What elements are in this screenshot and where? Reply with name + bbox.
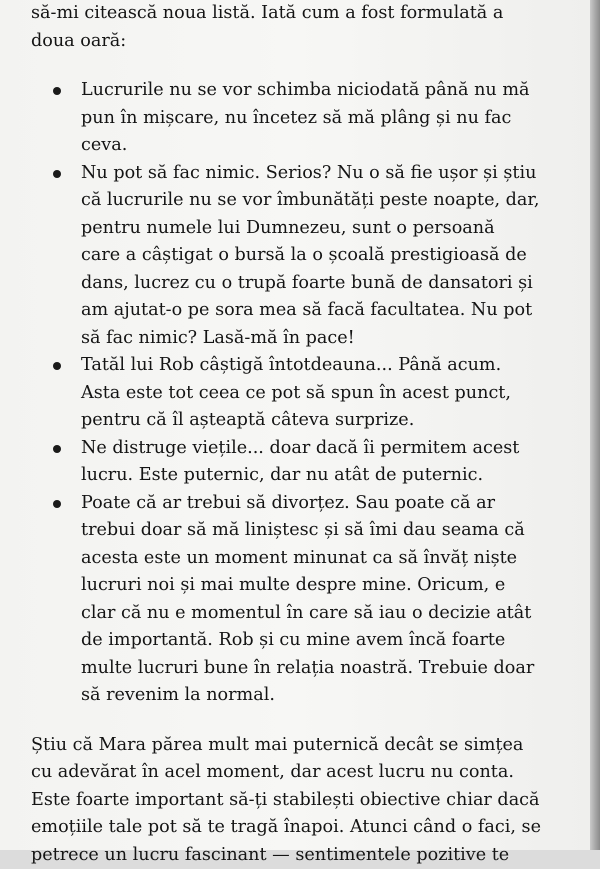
bullet-list bbox=[31, 77, 579, 710]
text-line: lucru. Este puternic, dar nu atât de puternic. bbox=[81, 462, 579, 490]
text-line: să revenim la normal. bbox=[81, 682, 579, 710]
bullet-item bbox=[31, 352, 579, 435]
text-line: acesta este un moment minunat ca să învăț niște bbox=[81, 545, 579, 573]
bullet-item bbox=[31, 435, 579, 490]
text-line: dans, lucrez cu o trupă foarte bună de dansatori și bbox=[81, 270, 579, 298]
text-line: petrece un lucru fascinant — sentimentele pozitive te bbox=[31, 842, 579, 869]
text-line: Știu că Mara părea mult mai puternică decât se simțea bbox=[31, 732, 579, 760]
text-line: emoțiile tale pot să te tragă înapoi. Atunci când o faci, se bbox=[31, 814, 579, 842]
text-line: Nu pot să fac nimic. Serios? Nu o să fie ușor și știu bbox=[81, 160, 579, 188]
closing-paragraph bbox=[31, 732, 579, 869]
text-line: de importantă. Rob și cu mine avem încă foarte bbox=[81, 627, 579, 655]
page-edge bbox=[590, 0, 600, 850]
bullet-item bbox=[31, 77, 579, 160]
text-line: să-mi citească noua listă. Iată cum a fost formulată a bbox=[31, 0, 579, 28]
text-line: trebui doar să mă liniștesc și să îmi dau seama că bbox=[81, 517, 579, 545]
bullet-item bbox=[31, 490, 579, 710]
intro-paragraph bbox=[31, 0, 579, 55]
text-line: pentru numele lui Dumnezeu, sunt o persoană bbox=[81, 215, 579, 243]
text-line: care a câștigat o bursă la o școală prestigioasă de bbox=[81, 242, 579, 270]
text-line: Ne distruge viețile... doar dacă îi permitem acest bbox=[81, 435, 579, 463]
text-line: Tatăl lui Rob câștigă întotdeauna... Până acum. bbox=[81, 352, 579, 380]
text-line: clar că nu e momentul în care să iau o decizie atât bbox=[81, 600, 579, 628]
text-line: ceva. bbox=[81, 132, 579, 160]
text-line: pun în mișcare, nu încetez să mă plâng și nu fac bbox=[81, 105, 579, 133]
text-line: Este foarte important să-ți stabilești obiective chiar dacă bbox=[31, 787, 579, 815]
text-line: pentru că îl așteaptă câteva surprize. bbox=[81, 407, 579, 435]
text-line: Poate că ar trebui să divorțez. Sau poate că ar bbox=[81, 490, 579, 518]
text-line: să fac nimic? Lasă-mă în pace! bbox=[81, 325, 579, 353]
bullet-item bbox=[31, 160, 579, 353]
text-line: multe lucruri bune în relația noastră. Trebuie doar bbox=[81, 655, 579, 683]
text-line: Lucrurile nu se vor schimba niciodată până nu mă bbox=[81, 77, 579, 105]
text-line: Asta este tot ceea ce pot să spun în acest punct, bbox=[81, 380, 579, 408]
text-line: lucruri noi și mai multe despre mine. Oricum, e bbox=[81, 572, 579, 600]
bullet-dot-icon bbox=[53, 500, 61, 508]
bullet-dot-icon bbox=[53, 362, 61, 370]
bullet-dot-icon bbox=[53, 87, 61, 95]
text-line: doua oară: bbox=[31, 28, 579, 56]
bullet-dot-icon bbox=[53, 445, 61, 453]
text-line: că lucrurile nu se vor îmbunătăți peste noapte, dar, bbox=[81, 187, 579, 215]
text-line: am ajutat-o pe sora mea să facă facultatea. Nu pot bbox=[81, 297, 579, 325]
text-line: cu adevărat în acel moment, dar acest lucru nu conta. bbox=[31, 759, 579, 787]
page-text bbox=[31, 0, 579, 869]
bullet-dot-icon bbox=[53, 170, 61, 178]
